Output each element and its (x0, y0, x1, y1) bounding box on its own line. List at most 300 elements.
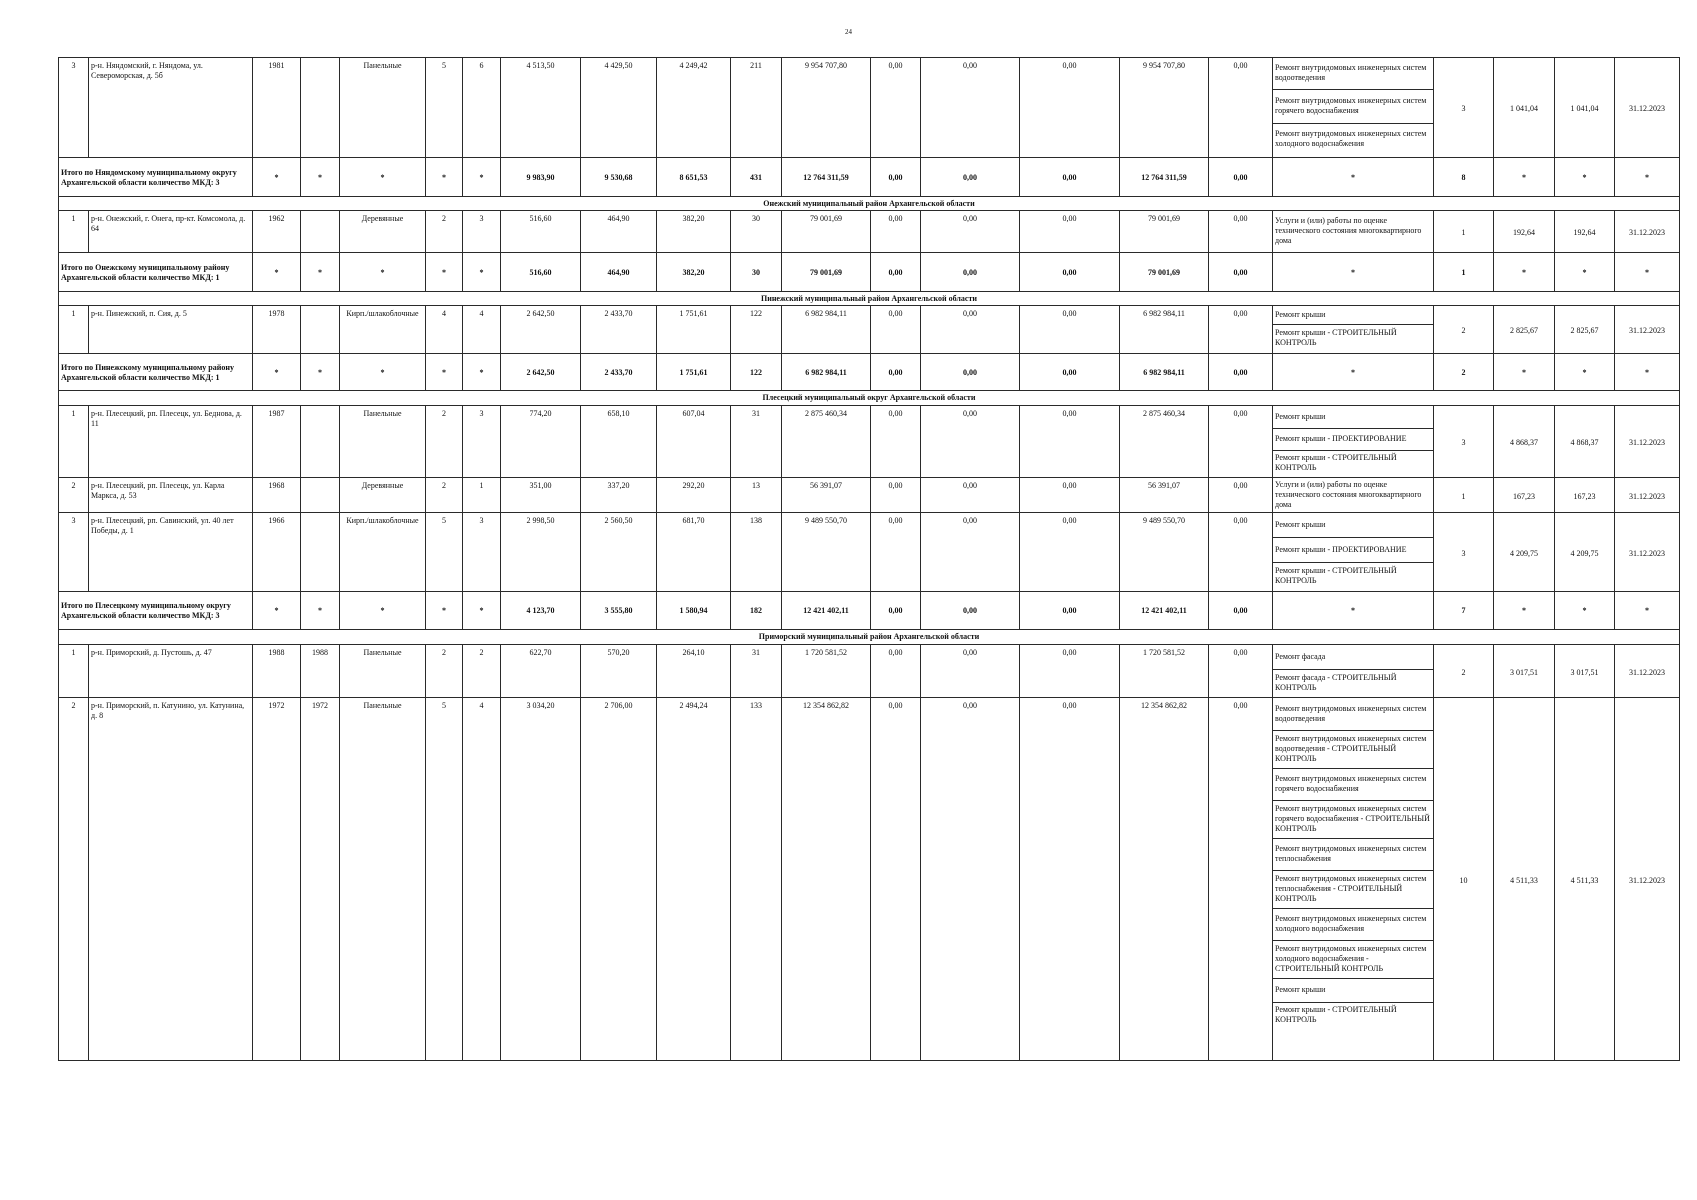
work-type: Ремонт крыши (1273, 406, 1433, 428)
work-type: Ремонт внутридомовых инженерных систем горячего водоснабжения - СТРОИТЕЛЬНЫЙ КОНТРОЛЬ (1273, 800, 1433, 838)
subtotal-placeholder: * (463, 354, 501, 391)
wall-material-cell: Кирп./шлакоблочные (340, 513, 426, 592)
unit-cost-limit-cell: 1 041,04 (1555, 58, 1615, 158)
federal-funds-cell: 0,00 (871, 58, 921, 158)
premises-area-cell: 658,10 (581, 406, 657, 478)
subtotal-placeholder: * (426, 253, 463, 292)
subtotal-total-cost: 6 982 984,11 (782, 354, 871, 391)
last-repair-year-cell: 1972 (301, 698, 340, 1061)
work-count-cell: 10 (1434, 698, 1494, 1061)
row-number: 3 (59, 513, 89, 592)
total-area-cell: 2 642,50 (501, 306, 581, 354)
work-types-cell (1273, 211, 1434, 253)
row-number: 1 (59, 211, 89, 253)
subtotal-local-funds: 0,00 (1020, 354, 1120, 391)
last-repair-year-cell: 1988 (301, 645, 340, 698)
local-funds-cell: 0,00 (1020, 645, 1120, 698)
local-funds-cell: 0,00 (1020, 306, 1120, 354)
work-type: Услуги и (или) работы по оценке технического состояния многоквартирного дома (1275, 216, 1422, 245)
entrances-cell: 1 (463, 478, 501, 513)
subtotal-residents: 431 (731, 158, 782, 197)
row-number: 1 (59, 306, 89, 354)
premises-area-cell: 570,20 (581, 645, 657, 698)
owner-funds-cell: 12 354 862,82 (1120, 698, 1209, 1061)
federal-funds-cell: 0,00 (871, 406, 921, 478)
unit-cost-cell: 4 868,37 (1494, 406, 1555, 478)
subtotal-unit-cost: * (1494, 592, 1555, 630)
district-header-row (59, 630, 1680, 645)
unit-cost-cell: 167,23 (1494, 478, 1555, 513)
subtotal-row (59, 158, 1680, 197)
subtotal-work-types: * (1273, 158, 1434, 197)
subtotal-residential-area: 1 751,61 (657, 354, 731, 391)
local-funds-cell: 0,00 (1020, 58, 1120, 158)
floors-cell: 5 (426, 513, 463, 592)
total-area-cell: 2 998,50 (501, 513, 581, 592)
work-types-cell (1273, 698, 1434, 1061)
subtotal-premises-area: 3 555,80 (581, 592, 657, 630)
wall-material-cell: Деревянные (340, 478, 426, 513)
work-type: Ремонт внутридомовых инженерных систем водоотведения (1273, 698, 1433, 730)
commissioning-year-cell: 1968 (253, 478, 301, 513)
wall-material-cell: Панельные (340, 645, 426, 698)
entrances-cell: 3 (463, 406, 501, 478)
subtotal-placeholder: * (301, 592, 340, 630)
federal-funds-cell: 0,00 (871, 698, 921, 1061)
completion-date-cell: 31.12.2023 (1615, 698, 1680, 1061)
subtotal-placeholder: * (301, 253, 340, 292)
premises-area-cell: 2 706,00 (581, 698, 657, 1061)
residents-cell: 122 (731, 306, 782, 354)
other-funds-cell: 0,00 (1209, 211, 1273, 253)
commissioning-year-cell: 1987 (253, 406, 301, 478)
completion-date-cell: 31.12.2023 (1615, 211, 1680, 253)
unit-cost-limit-cell: 3 017,51 (1555, 645, 1615, 698)
entrances-cell: 2 (463, 645, 501, 698)
subtotal-label: Итого по Онежскому муниципальному району Архангельской области количество МКД: 1 (59, 253, 253, 292)
work-type: Ремонт крыши (1273, 978, 1433, 1002)
residential-area-cell: 1 751,61 (657, 306, 731, 354)
subtotal-placeholder: * (253, 158, 301, 197)
total-cost-cell: 2 875 460,34 (782, 406, 871, 478)
subtotal-residents: 30 (731, 253, 782, 292)
subtotal-federal-funds: 0,00 (871, 158, 921, 197)
premises-area-cell: 2 560,50 (581, 513, 657, 592)
row-number: 2 (59, 698, 89, 1061)
work-type: Ремонт внутридомовых инженерных систем холодного водоснабжения - СТРОИТЕЛЬНЫЙ КОНТРОЛЬ (1273, 940, 1433, 978)
unit-cost-limit-cell: 167,23 (1555, 478, 1615, 513)
floors-cell: 4 (426, 306, 463, 354)
subtotal-unit-cost-limit: * (1555, 253, 1615, 292)
residents-cell: 13 (731, 478, 782, 513)
entrances-cell: 3 (463, 211, 501, 253)
page-number: 24 (845, 28, 852, 36)
other-funds-cell: 0,00 (1209, 513, 1273, 592)
last-repair-year-cell (301, 406, 340, 478)
address-cell: р-н. Няндомский, г. Няндома, ул. Североморская, д. 5б (89, 58, 253, 158)
total-cost-cell: 79 001,69 (782, 211, 871, 253)
entrances-cell: 4 (463, 698, 501, 1061)
last-repair-year-cell (301, 211, 340, 253)
address-cell: р-н. Приморский, п. Катунино, ул. Катунина, д. 8 (89, 698, 253, 1061)
subtotal-placeholder: * (426, 158, 463, 197)
local-funds-cell: 0,00 (1020, 211, 1120, 253)
district-header: Пинежский муниципальный район Архангельской области (59, 292, 1680, 306)
row-number: 2 (59, 478, 89, 513)
total-cost-cell: 9 489 550,70 (782, 513, 871, 592)
unit-cost-limit-cell: 2 825,67 (1555, 306, 1615, 354)
subtotal-work-types: * (1273, 592, 1434, 630)
subtotal-federal-funds: 0,00 (871, 592, 921, 630)
subtotal-work-count: 2 (1434, 354, 1494, 391)
subtotal-residents: 122 (731, 354, 782, 391)
work-type: Ремонт внутридомовых инженерных систем холодного водоснабжения (1275, 129, 1427, 149)
premises-area-cell: 2 433,70 (581, 306, 657, 354)
subtotal-placeholder: * (463, 253, 501, 292)
residential-area-cell: 2 494,24 (657, 698, 731, 1061)
unit-cost-limit-cell: 4 868,37 (1555, 406, 1615, 478)
subtotal-residential-area: 8 651,53 (657, 158, 731, 197)
address-cell: р-н. Плесецкий, рп. Савинский, ул. 40 лет Победы, д. 1 (89, 513, 253, 592)
work-type: Ремонт внутридомовых инженерных систем холодного водоснабжения (1273, 908, 1433, 940)
subtotal-total-area: 2 642,50 (501, 354, 581, 391)
subtotal-other-funds: 0,00 (1209, 253, 1273, 292)
subtotal-unit-cost-limit: * (1555, 592, 1615, 630)
address-cell: р-н. Онежский, г. Онега, пр-кт. Комсомола, д. 64 (89, 211, 253, 253)
row-number: 1 (59, 406, 89, 478)
work-count-cell: 2 (1434, 306, 1494, 354)
local-funds-cell: 0,00 (1020, 478, 1120, 513)
subtotal-label: Итого по Пинежскому муниципальному району Архангельской области количество МКД: 1 (59, 354, 253, 391)
wall-material-cell: Панельные (340, 58, 426, 158)
total-area-cell: 3 034,20 (501, 698, 581, 1061)
other-funds-cell: 0,00 (1209, 698, 1273, 1061)
regional-funds-cell: 0,00 (921, 513, 1020, 592)
subtotal-premises-area: 2 433,70 (581, 354, 657, 391)
federal-funds-cell: 0,00 (871, 306, 921, 354)
subtotal-total-area: 516,60 (501, 253, 581, 292)
table-row (59, 306, 1680, 354)
unit-cost-cell: 192,64 (1494, 211, 1555, 253)
owner-funds-cell: 79 001,69 (1120, 211, 1209, 253)
work-type: Ремонт крыши (1273, 306, 1433, 324)
commissioning-year-cell: 1978 (253, 306, 301, 354)
subtotal-premises-area: 464,90 (581, 253, 657, 292)
subtotal-placeholder: * (253, 354, 301, 391)
subtotal-work-count: 8 (1434, 158, 1494, 197)
unit-cost-cell: 4 511,33 (1494, 698, 1555, 1061)
commissioning-year-cell: 1966 (253, 513, 301, 592)
local-funds-cell: 0,00 (1020, 406, 1120, 478)
residential-area-cell: 264,10 (657, 645, 731, 698)
address-cell: р-н. Пинежский, п. Сия, д. 5 (89, 306, 253, 354)
last-repair-year-cell (301, 58, 340, 158)
subtotal-unit-cost: * (1494, 253, 1555, 292)
subtotal-residential-area: 1 580,94 (657, 592, 731, 630)
table-row (59, 698, 1680, 1061)
work-types-cell (1273, 478, 1434, 513)
work-count-cell: 1 (1434, 211, 1494, 253)
subtotal-unit-cost: * (1494, 158, 1555, 197)
residential-area-cell: 4 249,42 (657, 58, 731, 158)
subtotal-local-funds: 0,00 (1020, 158, 1120, 197)
subtotal-total-area: 9 983,90 (501, 158, 581, 197)
floors-cell: 2 (426, 478, 463, 513)
regional-funds-cell: 0,00 (921, 58, 1020, 158)
floors-cell: 2 (426, 406, 463, 478)
wall-material-cell: Кирп./шлакоблочные (340, 306, 426, 354)
work-types-cell (1273, 513, 1434, 592)
unit-cost-limit-cell: 192,64 (1555, 211, 1615, 253)
subtotal-placeholder: * (426, 592, 463, 630)
owner-funds-cell: 6 982 984,11 (1120, 306, 1209, 354)
subtotal-regional-funds: 0,00 (921, 592, 1020, 630)
wall-material-cell: Деревянные (340, 211, 426, 253)
residents-cell: 133 (731, 698, 782, 1061)
last-repair-year-cell (301, 478, 340, 513)
owner-funds-cell: 1 720 581,52 (1120, 645, 1209, 698)
work-count-cell: 1 (1434, 478, 1494, 513)
residential-area-cell: 292,20 (657, 478, 731, 513)
federal-funds-cell: 0,00 (871, 478, 921, 513)
completion-date-cell: 31.12.2023 (1615, 58, 1680, 158)
federal-funds-cell: 0,00 (871, 513, 921, 592)
address-cell: р-н. Плесецкий, рп. Плесецк, ул. Беднова, д. 11 (89, 406, 253, 478)
subtotal-row (59, 253, 1680, 292)
subtotal-placeholder: * (253, 592, 301, 630)
work-type: Ремонт крыши (1273, 513, 1433, 537)
subtotal-placeholder: * (340, 253, 426, 292)
commissioning-year-cell: 1962 (253, 211, 301, 253)
capital-repair-register-table (58, 57, 1680, 1061)
subtotal-total-cost: 79 001,69 (782, 253, 871, 292)
work-types-cell (1273, 306, 1434, 354)
subtotal-placeholder: * (301, 354, 340, 391)
residents-cell: 31 (731, 645, 782, 698)
work-count-cell: 3 (1434, 58, 1494, 158)
regional-funds-cell: 0,00 (921, 698, 1020, 1061)
owner-funds-cell: 56 391,07 (1120, 478, 1209, 513)
subtotal-local-funds: 0,00 (1020, 592, 1120, 630)
subtotal-placeholder: * (301, 158, 340, 197)
regional-funds-cell: 0,00 (921, 406, 1020, 478)
floors-cell: 5 (426, 58, 463, 158)
table-row (59, 211, 1680, 253)
owner-funds-cell: 2 875 460,34 (1120, 406, 1209, 478)
total-area-cell: 622,70 (501, 645, 581, 698)
entrances-cell: 4 (463, 306, 501, 354)
floors-cell: 2 (426, 211, 463, 253)
address-cell: р-н. Плесецкий, рп. Плесецк, ул. Карла Маркса, д. 53 (89, 478, 253, 513)
table-row (59, 478, 1680, 513)
subtotal-other-funds: 0,00 (1209, 592, 1273, 630)
subtotal-premises-area: 9 530,68 (581, 158, 657, 197)
subtotal-placeholder: * (463, 592, 501, 630)
subtotal-local-funds: 0,00 (1020, 253, 1120, 292)
completion-date-cell: 31.12.2023 (1615, 478, 1680, 513)
work-types-cell (1273, 406, 1434, 478)
work-type: Ремонт крыши - СТРОИТЕЛЬНЫЙ КОНТРОЛЬ (1275, 1005, 1397, 1025)
address-cell: р-н. Приморский, д. Пустошь, д. 47 (89, 645, 253, 698)
completion-date-cell: 31.12.2023 (1615, 513, 1680, 592)
subtotal-work-count: 1 (1434, 253, 1494, 292)
work-type: Ремонт крыши - СТРОИТЕЛЬНЫЙ КОНТРОЛЬ (1275, 453, 1397, 473)
premises-area-cell: 4 429,50 (581, 58, 657, 158)
work-type: Ремонт внутридомовых инженерных систем горячего водоснабжения (1273, 89, 1433, 123)
work-types-cell (1273, 645, 1434, 698)
regional-funds-cell: 0,00 (921, 645, 1020, 698)
entrances-cell: 6 (463, 58, 501, 158)
subtotal-regional-funds: 0,00 (921, 354, 1020, 391)
work-type: Ремонт крыши - СТРОИТЕЛЬНЫЙ КОНТРОЛЬ (1275, 328, 1397, 348)
total-cost-cell: 12 354 862,82 (782, 698, 871, 1061)
wall-material-cell: Панельные (340, 406, 426, 478)
work-type: Ремонт фасада - СТРОИТЕЛЬНЫЙ КОНТРОЛЬ (1275, 672, 1397, 692)
unit-cost-cell: 3 017,51 (1494, 645, 1555, 698)
subtotal-total-cost: 12 421 402,11 (782, 592, 871, 630)
work-type: Услуги и (или) работы по оценке технического состояния многоквартирного дома (1275, 479, 1422, 509)
total-cost-cell: 56 391,07 (782, 478, 871, 513)
subtotal-completion-date: * (1615, 592, 1680, 630)
total-cost-cell: 9 954 707,80 (782, 58, 871, 158)
work-type: Ремонт внутридомовых инженерных систем теплоснабжения (1273, 838, 1433, 870)
subtotal-completion-date: * (1615, 158, 1680, 197)
unit-cost-cell: 4 209,75 (1494, 513, 1555, 592)
regional-funds-cell: 0,00 (921, 306, 1020, 354)
subtotal-placeholder: * (340, 158, 426, 197)
total-area-cell: 774,20 (501, 406, 581, 478)
row-number: 1 (59, 645, 89, 698)
subtotal-unit-cost: * (1494, 354, 1555, 391)
work-type: Ремонт внутридомовых инженерных систем водоотведения - СТРОИТЕЛЬНЫЙ КОНТРОЛЬ (1273, 730, 1433, 768)
subtotal-regional-funds: 0,00 (921, 158, 1020, 197)
subtotal-placeholder: * (340, 354, 426, 391)
district-header: Приморский муниципальный район Архангельской области (59, 630, 1680, 645)
work-count-cell: 3 (1434, 406, 1494, 478)
subtotal-total-cost: 12 764 311,59 (782, 158, 871, 197)
total-area-cell: 351,00 (501, 478, 581, 513)
federal-funds-cell: 0,00 (871, 211, 921, 253)
floors-cell: 2 (426, 645, 463, 698)
table-row (59, 513, 1680, 592)
district-header-row (59, 197, 1680, 211)
subtotal-federal-funds: 0,00 (871, 253, 921, 292)
completion-date-cell: 31.12.2023 (1615, 406, 1680, 478)
regional-funds-cell: 0,00 (921, 478, 1020, 513)
district-header: Онежский муниципальный район Архангельской области (59, 197, 1680, 211)
last-repair-year-cell (301, 306, 340, 354)
subtotal-total-area: 4 123,70 (501, 592, 581, 630)
subtotal-completion-date: * (1615, 253, 1680, 292)
local-funds-cell: 0,00 (1020, 513, 1120, 592)
entrances-cell: 3 (463, 513, 501, 592)
completion-date-cell: 31.12.2023 (1615, 306, 1680, 354)
subtotal-residents: 182 (731, 592, 782, 630)
subtotal-owner-funds: 79 001,69 (1120, 253, 1209, 292)
other-funds-cell: 0,00 (1209, 58, 1273, 158)
commissioning-year-cell: 1988 (253, 645, 301, 698)
subtotal-owner-funds: 12 764 311,59 (1120, 158, 1209, 197)
total-area-cell: 516,60 (501, 211, 581, 253)
subtotal-regional-funds: 0,00 (921, 253, 1020, 292)
floors-cell: 5 (426, 698, 463, 1061)
subtotal-residential-area: 382,20 (657, 253, 731, 292)
unit-cost-limit-cell: 4 511,33 (1555, 698, 1615, 1061)
subtotal-work-count: 7 (1434, 592, 1494, 630)
other-funds-cell: 0,00 (1209, 478, 1273, 513)
other-funds-cell: 0,00 (1209, 645, 1273, 698)
unit-cost-limit-cell: 4 209,75 (1555, 513, 1615, 592)
other-funds-cell: 0,00 (1209, 406, 1273, 478)
owner-funds-cell: 9 954 707,80 (1120, 58, 1209, 158)
total-cost-cell: 1 720 581,52 (782, 645, 871, 698)
table-row (59, 58, 1680, 158)
residents-cell: 30 (731, 211, 782, 253)
premises-area-cell: 337,20 (581, 478, 657, 513)
wall-material-cell: Панельные (340, 698, 426, 1061)
residential-area-cell: 607,04 (657, 406, 731, 478)
subtotal-owner-funds: 6 982 984,11 (1120, 354, 1209, 391)
federal-funds-cell: 0,00 (871, 645, 921, 698)
unit-cost-cell: 2 825,67 (1494, 306, 1555, 354)
work-types-cell (1273, 58, 1434, 158)
unit-cost-cell: 1 041,04 (1494, 58, 1555, 158)
subtotal-unit-cost-limit: * (1555, 158, 1615, 197)
subtotal-placeholder: * (340, 592, 426, 630)
row-number: 3 (59, 58, 89, 158)
subtotal-work-types: * (1273, 354, 1434, 391)
completion-date-cell: 31.12.2023 (1615, 645, 1680, 698)
district-header: Плесецкий муниципальный округ Архангельской области (59, 391, 1680, 406)
commissioning-year-cell: 1981 (253, 58, 301, 158)
work-type: Ремонт фасада (1273, 645, 1433, 669)
subtotal-placeholder: * (253, 253, 301, 292)
work-type: Ремонт крыши - СТРОИТЕЛЬНЫЙ КОНТРОЛЬ (1275, 566, 1397, 586)
subtotal-other-funds: 0,00 (1209, 158, 1273, 197)
work-type: Ремонт крыши - ПРОЕКТИРОВАНИЕ (1273, 537, 1433, 562)
regional-funds-cell: 0,00 (921, 211, 1020, 253)
district-header-row (59, 292, 1680, 306)
local-funds-cell: 0,00 (1020, 698, 1120, 1061)
work-type: Ремонт крыши - ПРОЕКТИРОВАНИЕ (1273, 428, 1433, 450)
subtotal-federal-funds: 0,00 (871, 354, 921, 391)
other-funds-cell: 0,00 (1209, 306, 1273, 354)
residents-cell: 138 (731, 513, 782, 592)
subtotal-label: Итого по Плесецкому муниципальному округу Архангельской области количество МКД: 3 (59, 592, 253, 630)
subtotal-unit-cost-limit: * (1555, 354, 1615, 391)
subtotal-placeholder: * (463, 158, 501, 197)
subtotal-row (59, 592, 1680, 630)
work-type: Ремонт внутридомовых инженерных систем горячего водоснабжения (1273, 768, 1433, 800)
work-type: Ремонт внутридомовых инженерных систем водоотведения (1273, 58, 1433, 89)
commissioning-year-cell: 1972 (253, 698, 301, 1061)
subtotal-work-types: * (1273, 253, 1434, 292)
residential-area-cell: 681,70 (657, 513, 731, 592)
residents-cell: 211 (731, 58, 782, 158)
owner-funds-cell: 9 489 550,70 (1120, 513, 1209, 592)
work-type: Ремонт внутридомовых инженерных систем теплоснабжения - СТРОИТЕЛЬНЫЙ КОНТРОЛЬ (1273, 870, 1433, 908)
total-area-cell: 4 513,50 (501, 58, 581, 158)
residential-area-cell: 382,20 (657, 211, 731, 253)
last-repair-year-cell (301, 513, 340, 592)
work-count-cell: 2 (1434, 645, 1494, 698)
table-row (59, 406, 1680, 478)
premises-area-cell: 464,90 (581, 211, 657, 253)
subtotal-other-funds: 0,00 (1209, 354, 1273, 391)
subtotal-owner-funds: 12 421 402,11 (1120, 592, 1209, 630)
subtotal-label: Итого по Няндомскому муниципальному округу Архангельской области количество МКД: 3 (59, 158, 253, 197)
district-header-row (59, 391, 1680, 406)
